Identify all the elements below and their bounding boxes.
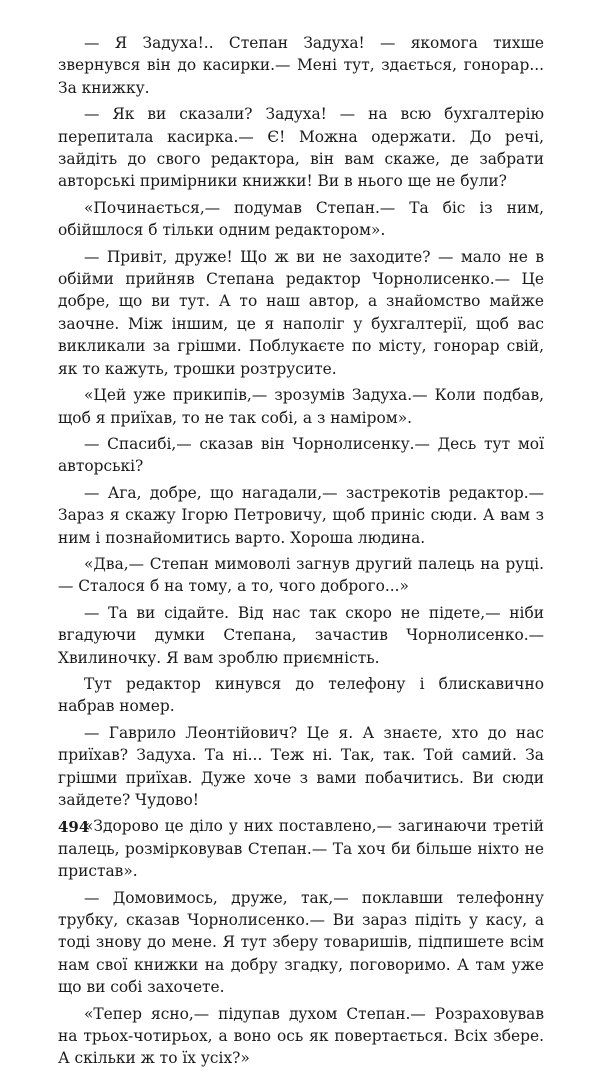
page-number: 494 [58, 818, 90, 836]
paragraph: «Цей уже прикипів,— зрозумів Задуха.— Коли подбав, щоб я приїхав, то не так собі, а з наміром». [58, 386, 544, 427]
paragraph: «Два,— Степан мимоволі загнув другий палець на руці.— Сталося б на тому, а то, чого доброго...» [58, 554, 544, 596]
paragraph: — Домовимось, друже, так,— поклавши телефонну трубку, сказав Чорнолисенко.— Ви зараз підіть у касу, а тоді знову до мене. Я тут зберу товаришів, підпишете всім нам свої книжки на добру згадку, поговоримо. А там уже що ви собі захочете. [58, 888, 544, 997]
paragraph: — Гаврило Леонтійович? Це я. А знаєте, хто до нас приїхав? Задуха. Та ні... Теж ні. Так, так. Той самий. За грішми приїхав. Дуже хоче з вами побачитись. Ви сюди зайдете? Чудово! [58, 723, 544, 809]
paragraph: — Спасибі,— сказав він Чорнолисенку.— Десь тут мої авторські? [58, 434, 544, 476]
paragraph: «Починається,— подумав Степан.— Та біс із ним, обійшлося б тільки одним редактором». [58, 198, 544, 240]
body-text [58, 32, 544, 1074]
paragraph: — Я Задуха!.. Степан Задуха! — якомога тихше звернувся він до касирки.— Мені тут, здається, гонорар... За книжку. [58, 34, 544, 97]
paragraph: — Ага, добре, що нагадали,— застрекотів редактор.— Зараз я скажу Ігорю Петровичу, щоб приніс сюди. А вам з ним і познайомитись варто. Хороша людина. [58, 483, 544, 547]
paragraph: «Тепер ясно,— підупав духом Степан.— Розраховував на трьох-чотирьох, а воно ось як повертається. Всіх збере. А скільки ж то їх усіх?» [58, 1004, 544, 1068]
paragraph: — Як ви сказали? Задуха! — на всю бухгалтерію перепитала касирка.— Є! Можна одержати. До речі, зайдіть до свого редактора, він вам скаже, де забрати авторські примірники книжки! Ви в нього ще не були? [58, 105, 544, 191]
paragraph: Тут редактор кинувся до телефону і блискавично набрав номер. [58, 674, 544, 716]
paragraph: — Та ви сідайте. Від нас так скоро не підете,— ніби вгадуючи думки Степана, зачастив Чорнолисенко.— Хвилиночку. Я вам зроблю приємність. [58, 603, 544, 667]
paragraph: «Здорово це діло у них поставлено,— загинаючи третій палець, розмірковував Степан.— Та хоч би більше ніхто не пристав». [58, 817, 544, 881]
paragraph: — Привіт, друже! Що ж ви не заходите? — мало не в обійми прийняв Степана редактор Чорнолисенко.— Це добре, що ви тут. А то наш автор, а знайомство майже заочне. Між іншим, це я наполіг у бухгалтерії, щоб вас викликали за грішми. Поблукаєте по місту, гонорар свій, як то кажуть, трошки розтрусите. [58, 247, 544, 378]
